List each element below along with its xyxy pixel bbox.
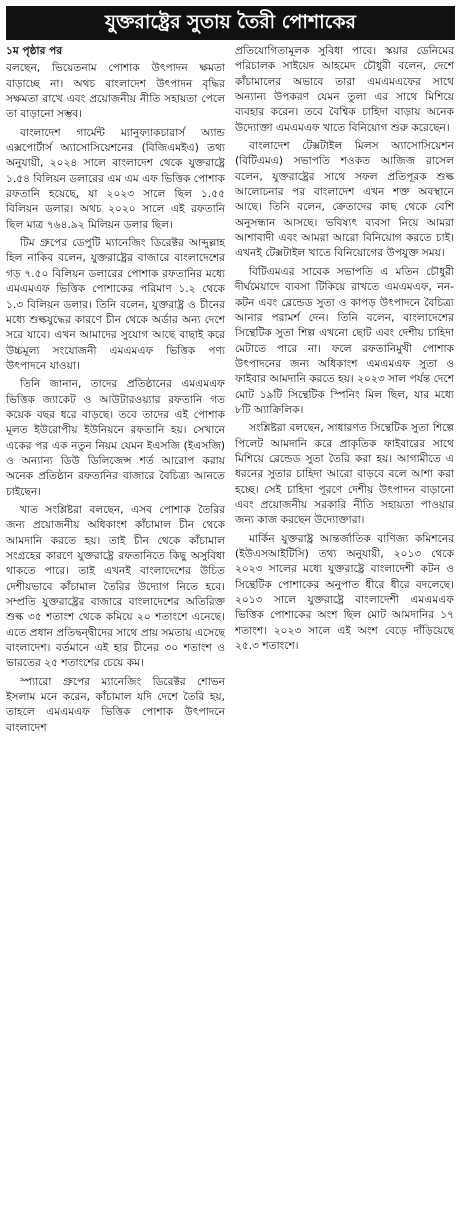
paragraph: বাংলাদেশ গার্মেন্ট ম্যানুফ্যাকচারার্স অ্যান্ড এক্সপোর্টার্স অ্যাসোসিয়েশনের (বিজিএমইএ) তথ্য অনুযায়ী, ২০২৪ সালে বাংলাদেশ থেকে যুক্তরাষ্ট্রে ১.৫৪ বিলিয়ন ডলারের এম এম এফ ভিত্তিক পোশাক রফতানি হয়েছে, যা ২০২৩ সালে ছিল ১.৫৫ বিলিয়ন ডলার। অথচ ২০২০ সালে এই রফতানি ছিল মাত্র ৭৬৪.৯২ মিলিয়ন ডলার ছিল। [6, 126, 225, 231]
right-column [235, 44, 454, 1210]
paragraph: বাংলাদেশ টেক্সটাইল মিলস অ্যাসোসিয়েশন (বিটিএমএ) সভাপতি শওকত আজিজ রাসেল বলেন, যুক্তরাষ্ট্রের সাথে সফল প্রতিপূরক শুল্ক আলোচনার পর বাংলাদেশ এখন শক্ত অবস্থানে আছে। তিনি বলেন, ক্রেতাদের কাছ থেকে বেশি অনুসন্ধান আসছে। ভবিষ্যৎ ব্যবসা নিয়ে আমরা আশাবাদী এবং আমরা আরো বিনিয়োগ করতে চাই। এখনই টেক্সটাইল খাতে বিনিয়োগের উপযুক্ত সময়। [235, 140, 454, 260]
paragraph: তিনি জানান, তাদের প্রতিষ্ঠানের এমএমএফ ভিত্তিক জ্যাকেট ও আউটারওয়্যার রফতানি গত কয়েক বছর ধরে বাড়ছে। তবে তাদের এই পোশাক মূলত ইউরোপীয় ইউনিয়নে রফতানি হয়। সেখানে একের পর এক নতুন নিয়ম যেমন ইএসজি (ইএসজি) ও অন্যান্য ডিউ ডিলিজেন্স শর্ত আরোপ করায় অনেক প্রতিষ্ঠান রফতানির বাজারে বৈচিত্র্য আনতে চাইছেন। [6, 378, 225, 498]
paragraph: সংশ্লিষ্টরা বলছেন, সাধারণত সিন্থেটিক সুতা শিল্পে পিলেট আমদানি করে প্রাকৃতিক ফাইবারের সাথে মিশিয়ে ব্লেন্ডেড সুতা তৈরি করা হয়। আগামীতে এ ধরনের সুতার চাহিদা আরো বাড়বে বলে আশা করা হচ্ছে। সেই চাহিদা পূরণে দেশীয় উৎপাদন বাড়ানো এবং প্রয়োজনীয় সরকারি নীতি সহায়তা পাওয়ার জন্য কাজ করছেন উদ্যোক্তারা। [235, 422, 454, 527]
headline: যুক্তরাষ্ট্রের সুতায় তৈরী পোশাকের [6, 6, 455, 40]
paragraph: বলছেন, ভিয়েতনাম পোশাক উৎপাদন ক্ষমতা বাড়াচ্ছে না। অথচ বাংলাদেশ উৎপাদন বৃদ্ধির সক্ষমতা রাখে এবং প্রয়োজনীয় নীতি সহায়তা পেলে তা বাড়ানো সম্ভব। [6, 62, 225, 121]
paragraph: প্রতিযোগিতামূলক সুবিধা পাবে। স্কয়ার ডেনিমের পরিচালক সাইয়েদ আহমেদ চৌধুরী বলেন, দেশে কাঁচামালের অভাবে তারা এমএমএফের সাথে অন্যান্য উপকরণ যেমন তুলা এর সাথে মিশিয়ে ব্যবহার করেন। তবে বৈশ্বিক চাহিদা বাড়ায় অনেক উদ্যোক্তা এমএমএফ খাতে বিনিয়োগ শুরু করেছেন। [235, 45, 454, 134]
paragraph: টিম গ্রুপের ডেপুটি ম্যানেজিং ডিরেক্টর আব্দুল্লাহ হিল নাকিব বলেন, যুক্তরাষ্ট্রের বাজারে বাংলাদেশের গড় ৭.৫০ বিলিয়ন ডলারের পোশাক রফতানির মধ্যে এমএমএফ ভিত্তিক পোশাকের পরিমাণ ১.২ থেকে ১.৩ বিলিয়ন ডলার। তিনি বলেন, যুক্তরাষ্ট্র ও চীনের মধ্যে শুল্কযুদ্ধের কারণে চীন থেকে অর্ডার অন্য দেশে সরে যাবে। এখন আমাদের সুযোগ আছে বাছাই করে উচ্চমূল্য সংযোজনী এমএমএফ ভিত্তিক পণ্য উৎপাদনে যাওয়া। [6, 237, 225, 372]
paragraph: বিটিএমএর সাবেক সভাপতি এ মতিন চৌধুরী দীর্ঘমেয়াদে ব্যবসা টিকিয়ে রাখতে এমএমএফ, নন-কটন এবং ব্লেন্ডেড সুতা ও কাপড় উৎপাদনে বৈচিত্র্য আনার পরামর্শ দেন। তিনি বলেন, বাংলাদেশের সিন্থেটিক সুতা শিল্প এখনো ছোট এবং দেশীয় চাহিদা মেটাতে পারে না। ফলে রফতানিমুখী পোশাক উৎপাদনের জন্য অধিকাংশ এমএমএফ সুতা ও ফাইবার আমদানি করতে হয়। ২০২৩ সাল পর্যন্ত দেশে মোট ১৯টি সিন্থেটিক স্পিনিং মিল ছিল, যার মধ্যে ৮টি অ্যাক্রিলিক। [235, 265, 454, 416]
jump-line: ১ম পৃষ্ঠার পর [6, 45, 63, 57]
paragraph: মার্কিন যুক্তরাষ্ট্র আন্তর্জাতিক বাণিজ্য কমিশনের (ইউএসআইটিসি) তথ্য অনুযায়ী, ২০১৩ থেকে ২০২৩ সালের মধ্যে যুক্তরাষ্ট্রে বাংলাদেশী কটন ও সিন্থেটিক পোশাকের অনুপাত ধীরে ধীরে বদলেছে। ২০১৩ সালে যুক্তরাষ্ট্রে বাংলাদেশী এমএমএফ ভিত্তিক পোশাকের অংশ ছিল মোট আমদানির ১৭ শতাংশ। ২০২৩ সালে এই অংশ বেড়ে দাঁড়িয়েছে ২৫.৩ শতাংশে। [235, 532, 454, 653]
article-columns [6, 44, 455, 1210]
paragraph: স্প্যারো গ্রুপের ম্যানেজিং ডিরেক্টর শোভন ইসলাম মনে করেন, কাঁচামাল যদি দেশে তৈরি হয়, তাহলে এমএমএফ ভিত্তিক পোশাক উৎপাদনে বাংলাদেশ [6, 675, 225, 734]
left-column [6, 44, 225, 1210]
paragraph: খাত সংশ্লিষ্টরা বলছেন, এসব পোশাক তৈরির জন্য প্রয়োজনীয় অধিকাংশ কাঁচামাল চীন থেকে আমদানি করতে হয়। তাই চীন থেকে কাঁচামাল সংগ্রহের কারণে যুক্তরাষ্ট্রে রফতানিতে কিছু অসুবিধা থাকতে পারে। তাই এখনই বাংলাদেশের উচিত দেশীয়ভাবে কাঁচামাল তৈরির উদ্যোগ নিতে হবে। সম্প্রতি যুক্তরাষ্ট্রের বাজারে বাংলাদেশের অতিরিক্ত শুল্ক ৩৫ শতাংশ থেকে কমিয়ে ২০ শতাংশে এনেছে। এতে প্রধান প্রতিদ্বন্দ্বীদের সাথে প্রায় সমতায় এসেছে বাংলাদেশ। বর্তমানে এই হার চীনের ৩০ শতাংশ ও ভারতের ২৫ শতাংশের চেয়ে কম। [6, 503, 225, 670]
